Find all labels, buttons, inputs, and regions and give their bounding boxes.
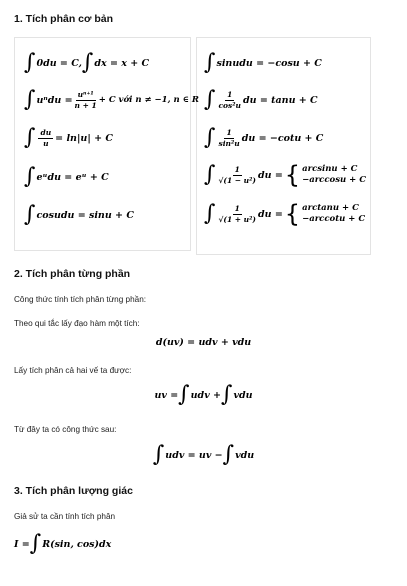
formula-arcsin: ∫ $\frac{1}{\text{√(1 − u²)}}$ du = { arcsinu + C −arccosu + C (204, 161, 366, 189)
section-title-integration-by-parts: 2. Tích phân từng phần (14, 268, 131, 280)
formula-const-and-dx: ∫ 0du = C, ∫ dx = x + C (24, 50, 150, 75)
equation-product-differential: d(uv) = udv + vdu (155, 337, 252, 348)
formula-csc-squared: ∫ $\frac{1}{\text{sin²u}}$ du = −cotu + C (204, 125, 324, 150)
formula-arctan: ∫ $\frac{1}{\text{√(1 + u²)}}$ du = { arctanu + C −arccotu + C (204, 200, 366, 228)
equation-integrated: uv = ∫ udv + ∫ vdu (154, 382, 253, 407)
formula-exp: ∫ eᵘdu = eᵘ + C (24, 164, 109, 189)
paragraph-result-formula: Từ đây ta có công thức sau: (14, 425, 117, 434)
formula-sec-squared: ∫ $\frac{1}{\text{cos²u}}$ du = tanu + C (204, 87, 318, 112)
formula-power-rule: ∫ uⁿdu = $\frac{\text{uⁿ⁺¹}}{n + 1}$ + C với n ≠ −1, n ∈ R (24, 87, 199, 112)
formula-cos: ∫ cosudu = sinu + C (24, 202, 134, 227)
equation-trig-integral: I = ∫ R(sin, cos)dx (14, 531, 112, 556)
formula-log: ∫ $\frac{du}{u}$ = ln|u| + C (24, 125, 113, 150)
paragraph-trig-intro: Giả sử ta cần tính tích phân (14, 512, 116, 521)
paragraph-parts-intro: Công thức tính tích phân từng phần: (14, 295, 147, 304)
paragraph-product-rule: Theo qui tắc lấy đạo hàm một tích: (14, 319, 140, 328)
section-title-basic-integrals: 1. Tích phân cơ bản (14, 13, 114, 25)
paragraph-integrate-both-sides: Lấy tích phân cả hai vế ta được: (14, 366, 132, 375)
equation-integration-by-parts: ∫ udv = uv − ∫ vdu (152, 442, 255, 467)
section-title-trig-integrals: 3. Tích phân lượng giác (14, 485, 133, 497)
formula-sin: ∫ sinudu = −cosu + C (204, 50, 322, 75)
